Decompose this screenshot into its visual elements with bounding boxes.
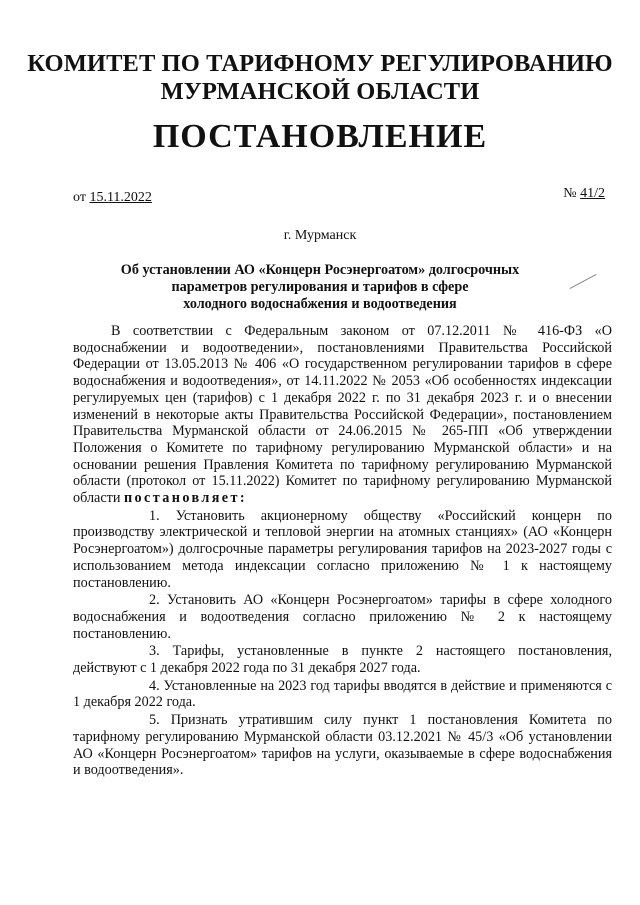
item-text: Признать утратившим силу пункт 1 постановления Комитета по тарифному регулированию Мурманской области 03.12.2021 № 45/3 «Об установлении АО «Концерн Росэнергоатом» тарифов на услуги, оказываемые в сфере водоснабжения и водоотведения».	[73, 712, 612, 779]
heading-line3: холодного водоснабжения и водоотведения	[183, 296, 457, 312]
date-prefix: от	[73, 190, 86, 205]
date-value: 15.11.2022	[89, 190, 152, 205]
item-number: 3.	[149, 643, 160, 660]
item-number: 5.	[149, 712, 160, 729]
item-number: 4.	[149, 677, 160, 694]
preamble-text: В соответствии с Федеральным законом от 07.12.2011 № 416-ФЗ «О водоснабжении и водоотведении», постановлениями Правительства Российской Федерации от 13.05.2013 № 406 «О государственном регулировании тарифов в сфере водоснабжения и водоотведения», от 14.11.2022 № 2053 «Об особенностях индексации регулируемых цен (тарифов) с 1 декабря 2022 г. по 31 декабря 2023 г. и о внесении изменений в некоторые акты Правительства Российской Федерации», постановлением Правительства Мурманской области от 24.06.2015 № 265-ПП «Об утверждении Положения о Комитете по тарифному регулированию Мурманской области» и на основании решения Правления Комитета по тарифному регулированию Мурманской области (протокол от 15.11.2022) Комитет по тарифному регулированию Мурманской области	[73, 323, 612, 507]
item-text: Установить акционерному обществу «Российский концерн по производству электрической и тепловой энергии на атомных станциях» (АО «Концерн Росэнергоатом») долгосрочные параметры регулирования тарифов на 2023-2027 годы с использованием метода индексации согласно приложению № 1 к настоящему постановлению.	[73, 507, 612, 591]
list-item	[73, 678, 612, 711]
number-prefix: №	[563, 186, 577, 201]
list-item	[73, 508, 612, 592]
item-number: 1.	[149, 507, 160, 524]
document-heading	[90, 262, 550, 313]
committee-name-line1: КОМИТЕТ ПО ТАРИФНОМУ РЕГУЛИРОВАНИЮ	[27, 50, 613, 77]
number-value: 41/2	[580, 186, 605, 201]
heading-line1: Об установлении АО «Концерн Росэнергоатом» долгосрочных	[120, 262, 520, 278]
item-text: Установить АО «Концерн Росэнергоатом» тарифы в сфере холодного водоснабжения и водоотведения согласно приложению № 2 к настоящему постановлению.	[73, 592, 612, 642]
heading-line2: параметров регулирования и тарифов в сфере	[171, 279, 469, 295]
list-item	[73, 592, 612, 642]
document-date	[73, 190, 152, 206]
committee-name	[0, 50, 640, 106]
document-body	[73, 323, 612, 779]
list-item	[73, 712, 612, 779]
pen-mark	[570, 274, 597, 289]
preamble-paragraph	[73, 323, 612, 507]
list-item	[73, 643, 612, 676]
item-text: Тарифы, установленные в пункте 2 настоящего постановления, действуют с 1 декабря 2022 года по 31 декабря 2027 года.	[73, 643, 613, 677]
document-number	[563, 186, 605, 202]
committee-name-line2: МУРМАНСКОЙ ОБЛАСТИ	[160, 78, 480, 105]
city: г. Мурманск	[283, 228, 357, 243]
item-number: 2.	[149, 592, 160, 609]
resolves-word: постановляет:	[123, 490, 248, 507]
document-type: ПОСТАНОВЛЕНИЕ	[152, 118, 488, 155]
item-text: Установленные на 2023 год тарифы вводятся в действие и применяются с 1 декабря 2022 года.	[73, 677, 612, 711]
